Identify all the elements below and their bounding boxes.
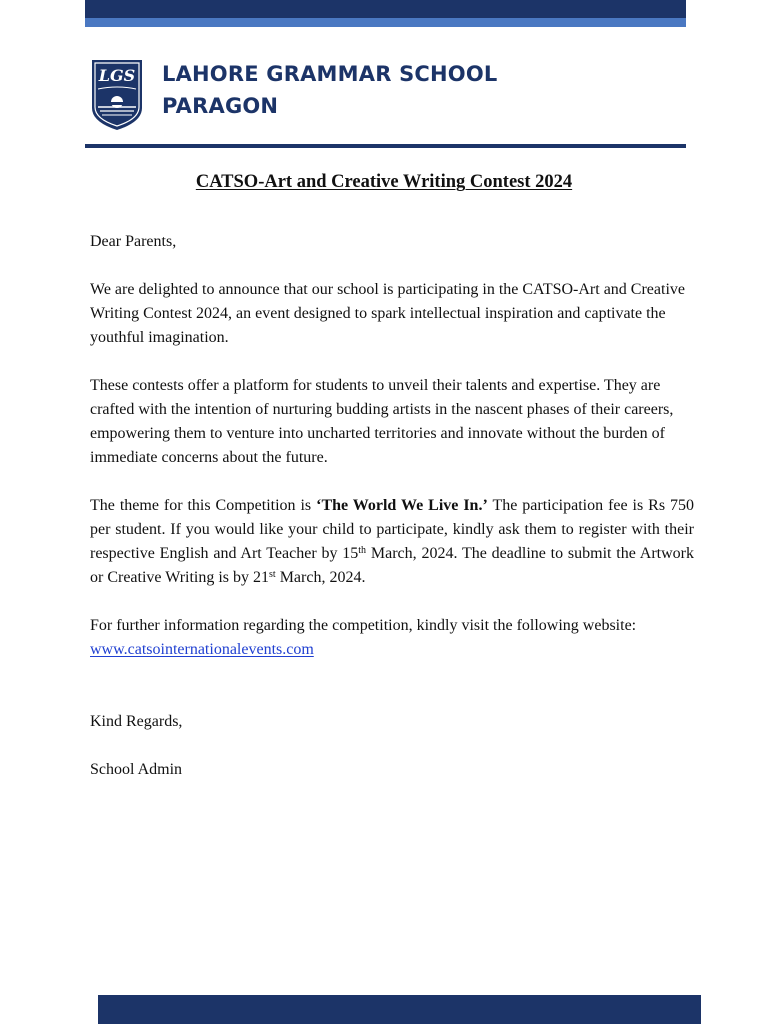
top-accent-stripe (85, 18, 686, 27)
details-text-4: March, 2024. (275, 569, 366, 586)
paragraph-intro: We are delighted to announce that our school is participating in the CATSO-Art and Creative Writing Contest 2024, an event designed to spark intellectual inspiration and captivate the youthful imagination. (90, 281, 685, 346)
school-crest-icon (90, 58, 144, 132)
letter-body (90, 230, 694, 806)
ordinal-suffix-2: st (269, 569, 276, 580)
details-text-2: The participation fee is Rs 750 per student. If you would like your child to participate, kindly ask them to register with their respective English and Art Teacher by 15 (90, 497, 695, 562)
website-link[interactable]: www.catsointernationalevents.com (90, 641, 314, 658)
school-name (162, 58, 497, 122)
details-text-1: The theme for this Competition is (90, 497, 317, 514)
top-decorative-band (85, 0, 686, 18)
bottom-decorative-band (98, 995, 701, 1024)
school-name-line2: PARAGON (162, 94, 279, 118)
website-intro-text: For further information regarding the competition, kindly visit the following website: (90, 617, 637, 634)
paragraph-purpose: These contests offer a platform for students to unveil their talents and expertise. They are crafted with the intention of nurturing budding artists in the nascent phases of their careers, empowering them to venture into uncharted territories and innovate without the burden of immediate concerns about the future. (90, 377, 674, 466)
paragraph-website (90, 614, 694, 662)
signature: School Admin (90, 761, 183, 778)
letter-title: CATSO-Art and Creative Writing Contest 2024 (195, 172, 573, 192)
salutation: Dear Parents, (90, 233, 177, 250)
competition-theme: ‘The World We Live In.’ (316, 497, 488, 514)
ordinal-suffix-1: th (358, 545, 367, 556)
school-name-line1: LAHORE GRAMMAR SCHOOL (162, 62, 498, 86)
header-divider (85, 144, 686, 148)
spacer (90, 686, 694, 710)
details-text-3: March, 2024. The deadline to submit the Artwork or Creative Writing is by 21 (90, 545, 695, 586)
svg-text:LGS: LGS (98, 66, 136, 85)
paragraph-details (90, 494, 694, 590)
closing: Kind Regards, (90, 713, 183, 730)
letterhead (90, 58, 497, 133)
